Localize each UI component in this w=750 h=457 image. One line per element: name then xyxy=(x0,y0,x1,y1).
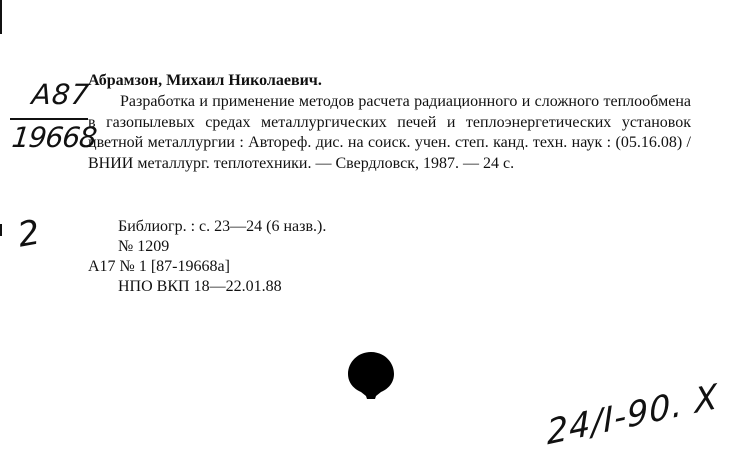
edge-mark-top xyxy=(0,0,2,34)
handwritten-mark: 2 xyxy=(14,212,43,256)
author-name: Абрамзон, Михаил Николаевич. xyxy=(88,72,322,89)
handwritten-date: 24/I-90. X xyxy=(546,376,719,454)
handwritten-divider xyxy=(10,118,88,120)
punch-hole-icon xyxy=(346,350,396,400)
handwritten-code-bottom: 19668 xyxy=(10,121,98,154)
record-number: № 1209 xyxy=(118,238,170,255)
npo-line: НПО ВКП 18—22.01.88 xyxy=(118,278,282,295)
shelf-mark: А17 № 1 [87-19668а] xyxy=(88,258,230,275)
card-edge-mark xyxy=(0,0,2,457)
handwritten-code-top: А87 xyxy=(30,78,92,111)
bibliography-line: Библиогр. : с. 23—24 (6 назв.). xyxy=(118,218,327,235)
edge-mark-bottom xyxy=(0,224,2,236)
abstract-text: Разработка и применение методов расчета радиационного и сложного теплообмена в газопылевых средах металлургических печей и теплоэнергетических установок цветной металлургии : Автореф. дис. на соиск. учен. степ. канд. техн. наук : (05.16.08) / ВНИИ металлург. теплотехники. — Свердловск, 1987. — 24 с. xyxy=(88,93,691,172)
